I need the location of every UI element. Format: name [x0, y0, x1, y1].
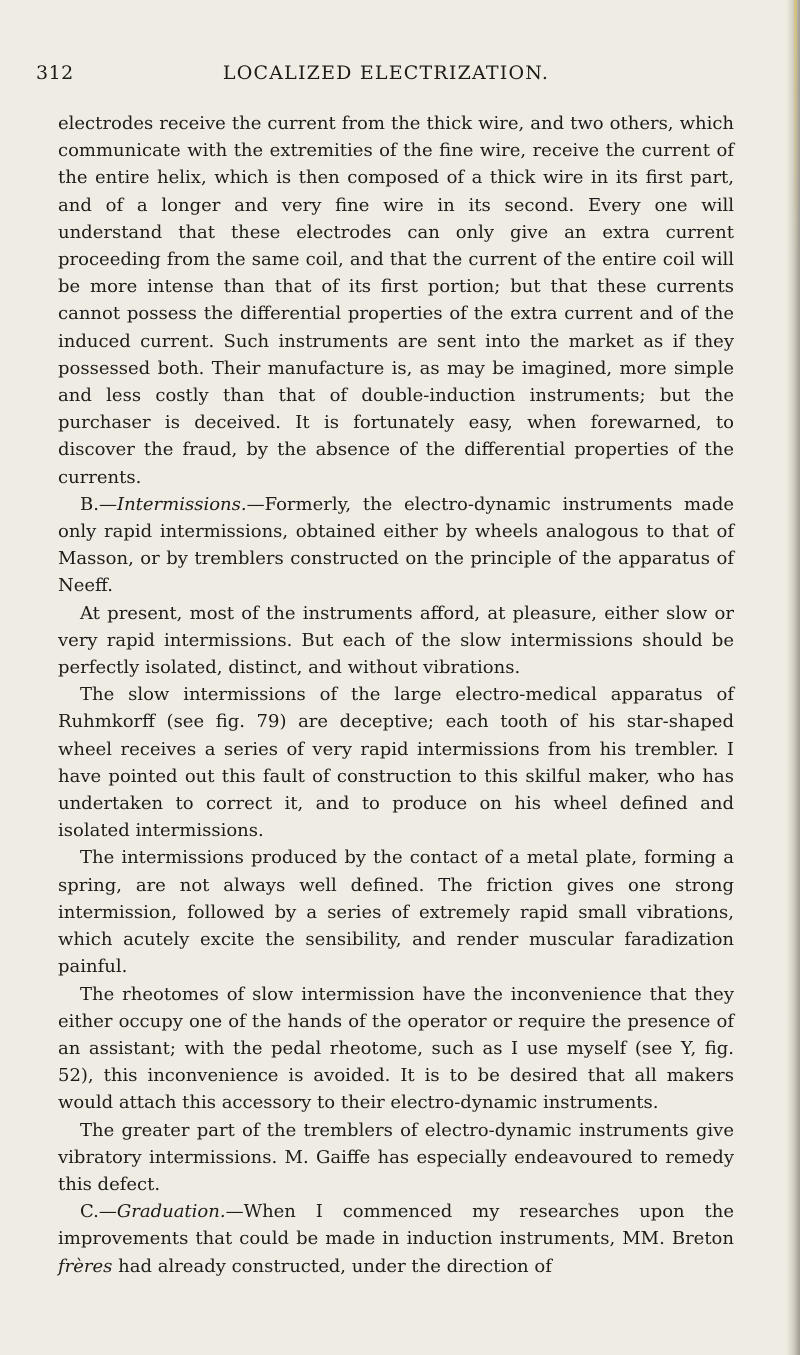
paragraph-2 [58, 491, 734, 600]
section-term: Graduation. [116, 1201, 226, 1223]
running-title: LOCALIZED ELECTRIZATION. [222, 62, 550, 84]
paragraph-6-text: The rheotomes of slow intermission have the inconvenience that they either occupy one of the hands of the operator or require the presence of an assistant; with the pedal rheotome, such as I use myself (see Y, fig. 52), this inconvenience is avoided. It is to be desired that all makers would attach this accessory to their electro-dynamic instruments. [58, 983, 734, 1114]
paragraph-8-text: —When I commenced my researches upon the improvements that could be made in induction instruments, MM. Breton frères had already constructed, under the direction of [58, 1201, 734, 1277]
paragraph-7 [58, 1117, 734, 1199]
paragraph-8-lead: C.—Graduation. [80, 1201, 226, 1223]
page-header [36, 62, 736, 92]
paragraph-1-text: electrodes receive the current from the thick wire, and two others, which communicate with the extremities of the fine wire, receive the current of the entire helix, which is then composed of a thick wire in its first part, and of a longer and very fine wire in its second. Every one will understand that these electrodes can only give an extra current proceeding from the same coil, and that the current of the entire coil will be more intense than that of its first portion; but that these currents cannot possess the differential properties of the extra current and of the induced current. Such instruments are sent into the market as if they possessed both. Their manufacture is, as may be imagined, more simple and less costly than that of double-induction instruments; but the purchaser is deceived. It is fortunately easy, when forewarned, to discover the fraud, by the absence of the differential properties of the currents. [58, 113, 734, 488]
page-edge-shadow [786, 0, 800, 1355]
paragraph-5-text: The intermissions produced by the contact of a metal plate, forming a spring, are not always well defined. The friction gives one strong intermission, followed by a series of extremely rapid small vibrations, which acutely excite the sensibility, and render muscular faradization painful. [58, 847, 734, 978]
page-edge-gilt [794, 0, 797, 260]
paragraph-1 [58, 110, 734, 491]
paragraph-3-text: At present, most of the instruments afford, at pleasure, either slow or very rapid intermissions. But each of the slow intermissions should be perfectly isolated, distinct, and without vibrations. [58, 602, 734, 679]
paragraph-4-text: The slow intermissions of the large electro-medical apparatus of Ruhmkorff (see fig. 79) are deceptive; each tooth of his star-shaped wheel receives a series of very rapid intermissions from his trembler. I have pointed out this fault of construction to this skilful maker, who has undertaken to correct it, and to produce on his wheel defined and isolated intermissions. [58, 684, 734, 842]
paragraph-5 [58, 844, 734, 980]
paragraph-7-text: The greater part of the tremblers of electro-dynamic instruments give vibratory intermissions. M. Gaiffe has especially endeavoured to remedy this defect. [58, 1119, 734, 1195]
paragraph-2-text: —Formerly, the electro-dynamic instruments made only rapid intermissions, obtained either by wheels analogous to that of Masson, or by tremblers constructed on the principle of the apparatus of Neeff. [58, 493, 734, 597]
paragraph-8 [58, 1198, 734, 1280]
paragraph-3 [58, 600, 734, 682]
italic-word: frères [58, 1255, 113, 1277]
paragraph-4 [58, 681, 734, 844]
body-text [58, 110, 734, 1280]
paragraph-6 [58, 981, 734, 1117]
section-term: Intermissions. [116, 493, 247, 515]
paragraph-2-lead: B.—Intermissions. [80, 493, 247, 515]
page-number: 312 [36, 62, 74, 84]
